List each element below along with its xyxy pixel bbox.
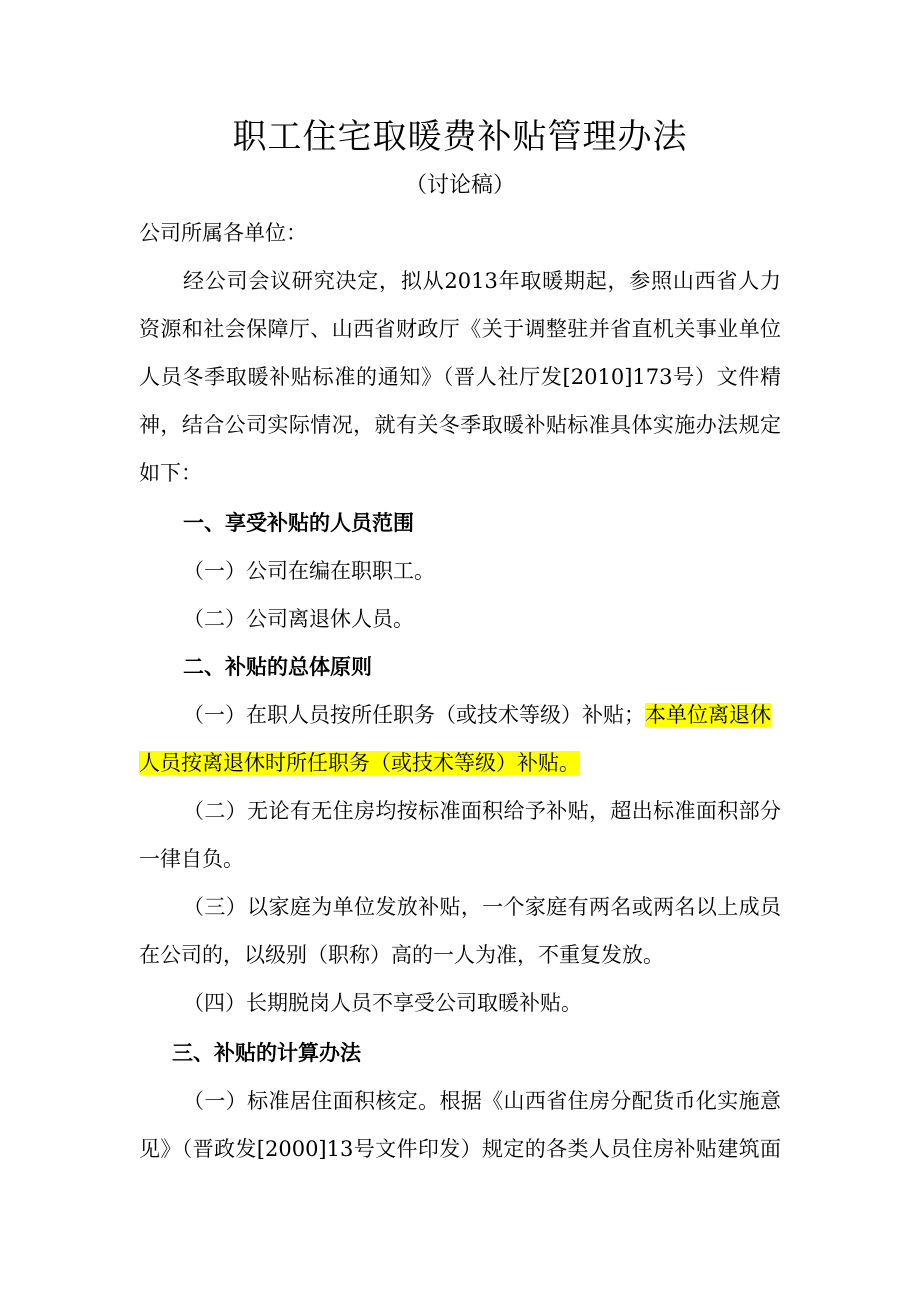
section-3-item-1-line-2: 见》（晋政发[2000]13号文件印发）规定的各类人员住房补贴建筑面 (139, 1137, 781, 1161)
section-2-item-4: （四）长期脱岗人员不享受公司取暖补贴。 (183, 991, 582, 1015)
document-subtitle: （讨论稿） (404, 173, 515, 198)
section-1-item-1: （一）公司在编在职职工。 (183, 559, 435, 583)
section-2-heading: 二、补贴的总体原则 (183, 654, 372, 679)
section-2-item-3-line-1: （三）以家庭为单位发放补贴，一个家庭有两名或两名以上成员 (183, 895, 781, 919)
intro-line-1: 经公司会议研究决定，拟从2013年取暖期起，参照山西省人力 (183, 269, 781, 293)
highlighted-text: 人员按离退休时所任职务（或技术等级）补贴。 (139, 751, 580, 775)
intro-line-4: 神，结合公司实际情况，就有关冬季取暖补贴标准具体实施办法规定 (139, 413, 781, 437)
section-1-item-2: （二）公司离退休人员。 (183, 607, 414, 631)
section-1-heading: 一、享受补贴的人员范围 (183, 510, 414, 535)
highlighted-text: 本单位离退休 (645, 703, 771, 727)
section-2-item-2-line-1: （二）无论有无住房均按标准面积给予补贴，超出标准面积部分 (183, 799, 781, 823)
section-3-heading: 三、补贴的计算办法 (172, 1040, 361, 1065)
section-2-item-2-line-2: 一律自负。 (139, 847, 244, 871)
section-2-item-1-text: （一）在职人员按所任职务（或技术等级）补贴； (183, 703, 645, 727)
section-3-item-1-line-1: （一）标准居住面积核定。根据《山西省住房分配货币化实施意 (183, 1089, 781, 1113)
intro-line-3: 人员冬季取暖补贴标准的通知》（晋人社厅发[2010]173号）文件精 (139, 365, 781, 389)
document-title: 职工住宅取暖费补贴管理办法 (232, 117, 688, 157)
salutation: 公司所属各单位： (139, 221, 307, 245)
intro-line-2: 资源和社会保障厅、山西省财政厅《关于调整驻并省直机关事业单位 (139, 317, 781, 341)
section-2-item-1-line-1 (183, 700, 771, 730)
section-2-item-3-line-2: 在公司的，以级别（职称）高的一人为准，不重复发放。 (139, 943, 664, 967)
section-2-item-1-line-2 (139, 748, 580, 778)
intro-line-5: 如下： (139, 461, 202, 485)
